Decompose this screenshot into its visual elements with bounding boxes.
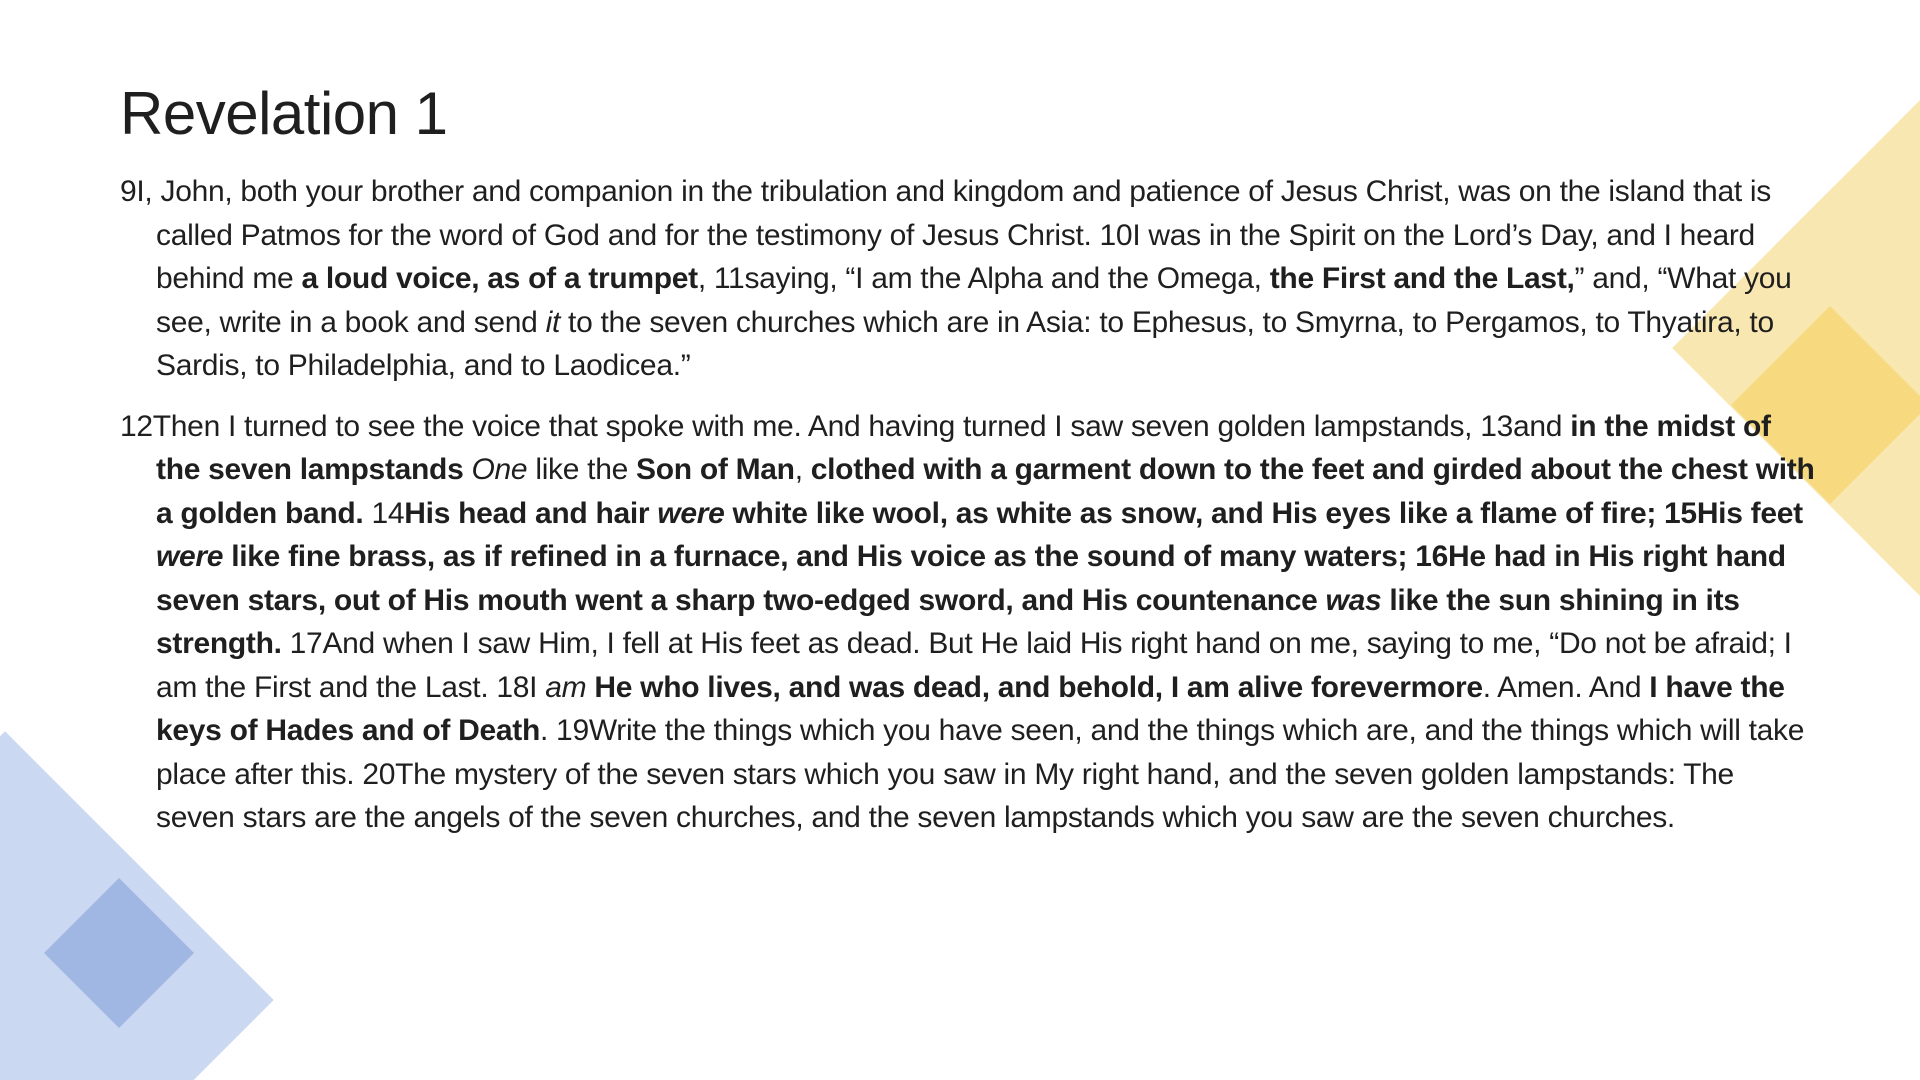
text-run: in the midst of the seven lampstands: [156, 409, 1771, 486]
text-run: like fine brass, as if refined in a furnace, and His voice as the sound of many waters; 16He had in His right hand seven stars, out of His mouth went a sharp two-edged sword, and His countenance: [156, 540, 1786, 617]
text-run: white like wool, as white as snow, and His eyes like a flame of fire; 15His feet: [724, 496, 1803, 530]
text-run: ,: [794, 453, 811, 486]
text-run: the First and the Last,: [1269, 262, 1575, 295]
text-run: clothed with a garment down to the feet and girded about the chest with a golden band.: [156, 453, 1815, 530]
text-run: His head and hair: [404, 496, 658, 530]
text-run: , 11saying, “I am the Alpha and the Omega,: [697, 262, 1270, 295]
text-run: He who lives, and was dead, and behold, I am alive forevermore: [594, 670, 1483, 704]
text-run: were: [657, 496, 725, 530]
text-run: ” and, “What you see, write in a book and send: [156, 262, 1792, 339]
text-run: a loud voice, as of a trumpet: [301, 262, 698, 295]
text-run: 14: [363, 496, 405, 530]
text-run: am: [545, 670, 587, 704]
text-run: like the: [527, 453, 637, 486]
text-run: 9I, John, both your brother and companion in the tribulation and kingdom and patience of Jesus Christ, was on the island that is called Patmos for the word of God and for the testimony of Jesus Christ. 10I was in the Spirit on the Lord’s Day, and I heard behind me: [120, 175, 1771, 295]
slide-title: Revelation 1: [120, 80, 448, 147]
scripture-paragraph-1: [120, 170, 1820, 388]
text-run: . 19Write the things which you have seen, and the things which are, and the things which will take place after this. 20The mystery of the seven stars which you saw in My right hand, and the seven golden lampstands: The seven stars are the angels of the seven churches, and the seven lampstands which you saw are the seven churches.: [156, 714, 1805, 834]
scripture-paragraph-2: [120, 405, 1820, 840]
text-run: 17And when I saw Him, I fell at His feet as dead. But He laid His right hand on me, saying to me, “Do not be afraid; I am the First and the Last. 18I: [156, 627, 1792, 704]
text-run: were: [156, 540, 224, 573]
text-run: One: [471, 453, 528, 486]
text-run: like the sun shining in its strength.: [156, 583, 1740, 660]
text-run: 12Then I turned to see the voice that spoke with me. And having turned I saw seven golden lampstands, 13and: [120, 409, 1571, 443]
text-run: I have the keys of Hades and of Death: [156, 670, 1785, 747]
text-run: was: [1325, 583, 1382, 617]
text-run: . Amen. And: [1482, 670, 1650, 704]
text-run: it: [545, 305, 560, 339]
text-run: to the seven churches which are in Asia: to Ephesus, to Smyrna, to Pergamos, to Thyatira, to Sardis, to Philadelphia, and to Laodicea.”: [156, 305, 1774, 382]
slide-body: [120, 170, 1820, 857]
text-run: Son of Man: [636, 453, 795, 486]
